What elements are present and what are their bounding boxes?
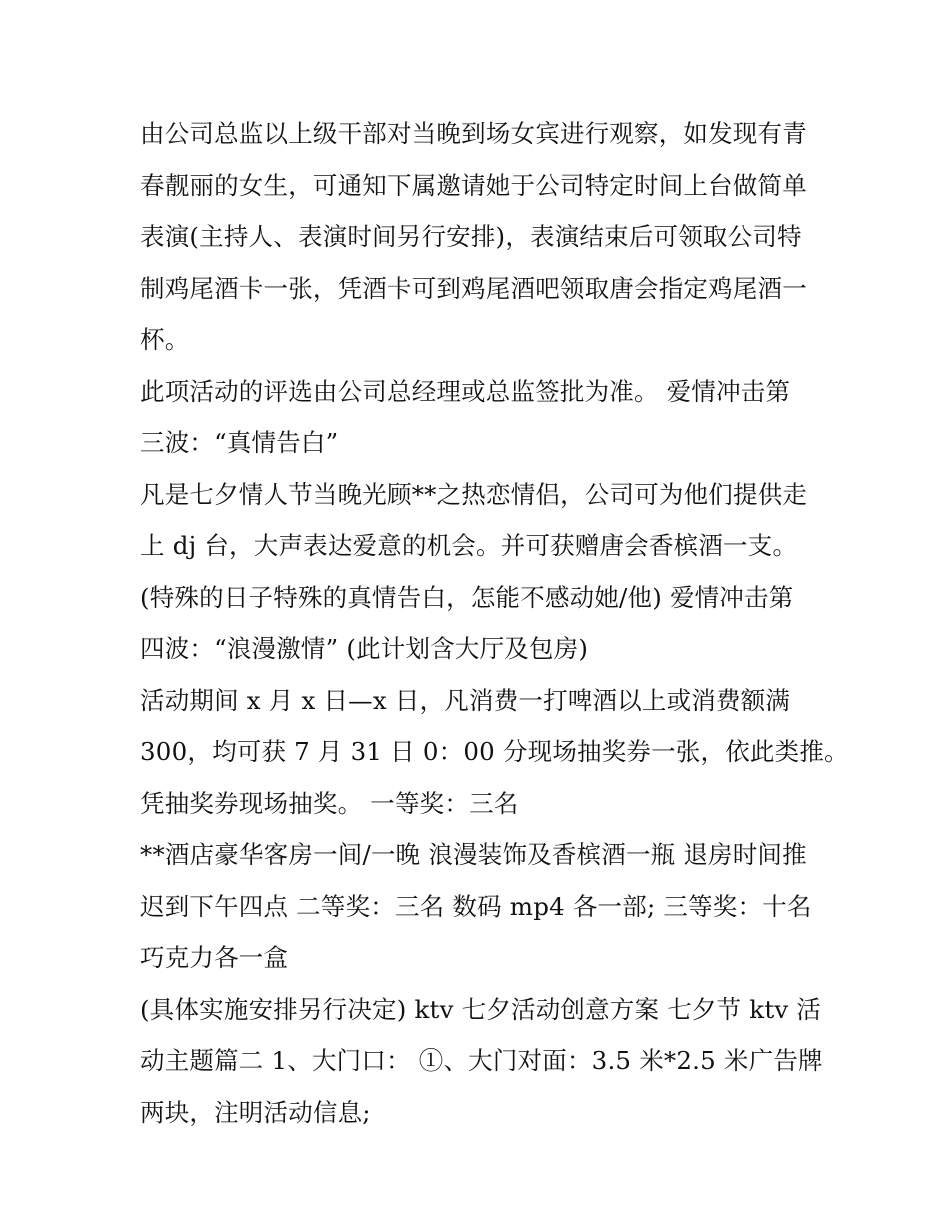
text-line: 上 dj 台，大声表达爱意的机会。并可获赠唐会香槟酒一支。 bbox=[140, 531, 798, 560]
text-line: 制鸡尾酒卡一张，凭酒卡可到鸡尾酒吧领取唐会指定鸡尾酒一 bbox=[140, 273, 807, 303]
text-line: (特殊的日子特殊的真情告白，怎能不感动她/他) 爱情冲击第 bbox=[140, 582, 794, 612]
text-line: 三波：“真情告白” bbox=[140, 428, 339, 457]
text-line: 表演(主持人、表演时间另行安排)，表演结束后可领取公司特 bbox=[140, 222, 802, 251]
text-line: 此项活动的评选由公司总经理或总监签批为准。 爱情冲击第 bbox=[140, 376, 791, 406]
text-line: 动主题篇二 1、大门口： ①、大门对面：3.5 米*2.5 米广告牌 bbox=[140, 1046, 823, 1075]
text-line: 凡是七夕情人节当晚光顾**之热恋情侣，公司可为他们提供走 bbox=[140, 479, 808, 509]
text-line: 四波：“浪漫激情” (此计划含大厅及包房) bbox=[140, 634, 589, 663]
text-line: 300，均可获 7 月 31 日 0：00 分现场抽奖券一张，依此类推。 bbox=[140, 737, 849, 766]
document-body bbox=[140, 108, 849, 1138]
text-line: 迟到下午四点 二等奖：三名 数码 mp4 各一部; 三等奖：十名 bbox=[140, 891, 812, 921]
text-line: 由公司总监以上级干部对当晚到场女宾进行观察，如发现有青 bbox=[140, 119, 807, 148]
text-line: 两块，注明活动信息; bbox=[140, 1097, 371, 1127]
text-line: **酒店豪华客房一间/一晚 浪漫装饰及香槟酒一瓶 退房时间推 bbox=[140, 840, 807, 869]
text-line: 杯。 bbox=[140, 325, 190, 354]
text-line: 活动期间 x 月 x 日—x 日，凡消费一打啤酒以上或消费额满 bbox=[140, 685, 791, 715]
text-line: (具体实施安排另行决定) ktv 七夕活动创意方案 七夕节 ktv 活 bbox=[140, 994, 822, 1024]
text-line: 春靓丽的女生，可通知下属邀请她于公司特定时间上台做简单 bbox=[140, 170, 807, 200]
text-line: 凭抽奖券现场抽奖。 一等奖：三名 bbox=[140, 788, 519, 818]
text-line: 巧克力各一盒 bbox=[140, 943, 289, 972]
